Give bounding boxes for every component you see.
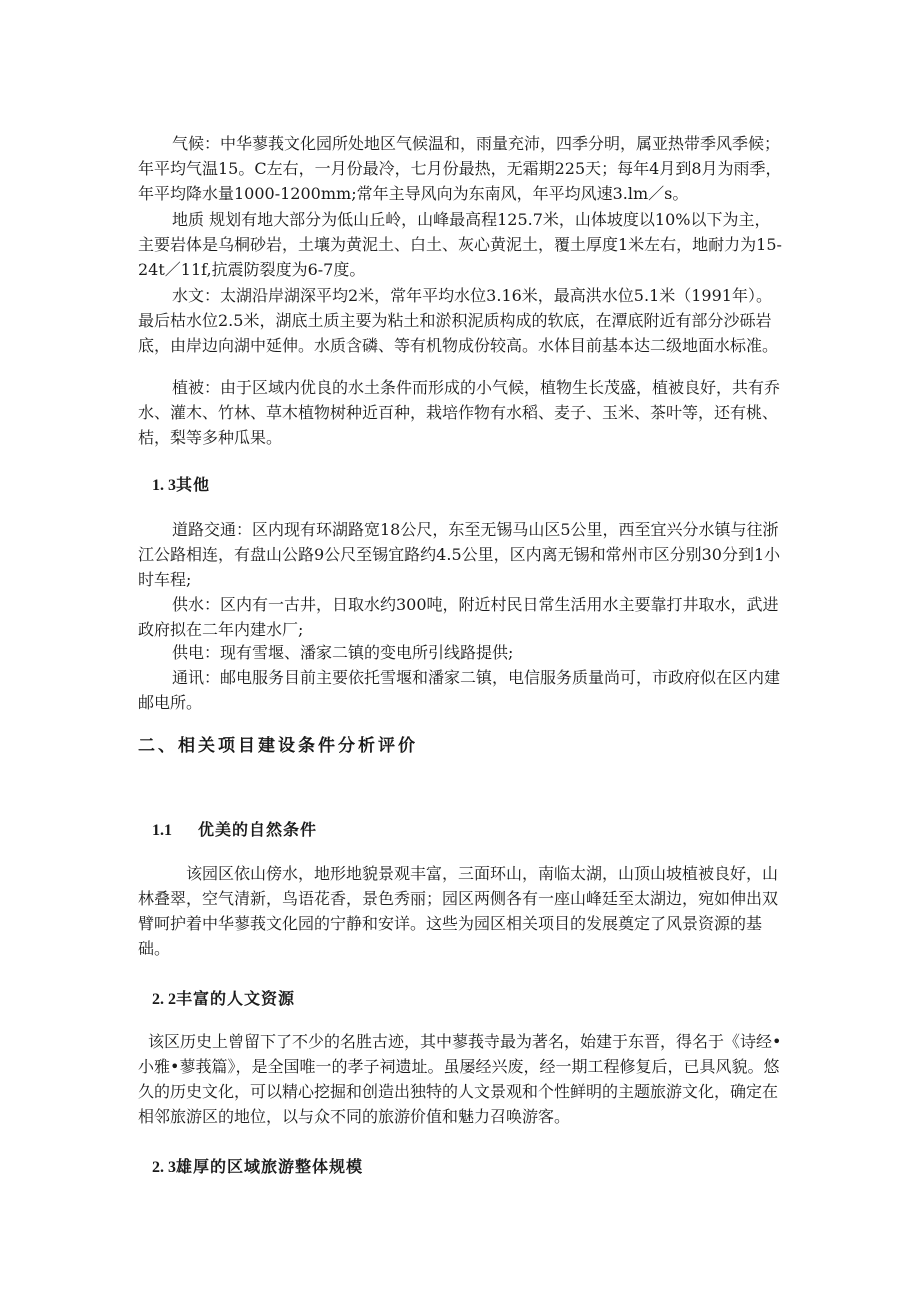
section-heading-2-3 [152, 1155, 363, 1180]
section-title: 其他 [176, 475, 211, 494]
section-number: 1. 3 [152, 477, 176, 494]
section-heading-1-3 [152, 473, 210, 498]
climate-paragraph: 气候：中华蓼莪文化园所处地区气候温和，雨量充沛，四季分明，属亚热带季风季候；年平均气温15。C左右，一月份最冷，七月份最热，无霜期225天；每年4月到8月为雨季，年平均降水量1000-1200mm;常年主导风向为东南风，年平均风速3.lm／s。 [138, 134, 782, 203]
part-two-title: 二、相关项目建设条件分析评价 [138, 736, 418, 756]
water-supply-paragraph: 供水：区内有一古井，日取水约300吨，附近村民日常生活用水主要靠打井取水，武进政府拟在二年内建水厂; [138, 595, 779, 639]
section-number: 1.1 [152, 822, 172, 839]
section-title: 丰富的人文资源 [176, 989, 296, 1008]
cultural-resources-paragraph: 该区历史上曾留下了不少的名胜古迹，其中蓼莪寺最为著名，始建于东晋，得名于《诗经•小雅•蓼莪篇》，是全国唯一的孝子祠遗址。虽屡经兴废，经一期工程修复后，已具风貌。悠久的历史文化，可以精心挖掘和创造出独特的人文景观和个性鲜明的主题旅游文化，确定在相邻旅游区的地位，以与众不同的旅游价值和魅力召唤游客。 [138, 1032, 782, 1126]
hydrology-paragraph: 水文：太湖沿岸湖深平均2米，常年平均水位3.16米，最高洪水位5.1米（1991年）。最后枯水位2.5米，湖底土质主要为粘土和淤积泥质构成的软底，在潭底附近有部分沙砾岩底，由岸边向湖中延伸。水质含磷、等有机物成份较高。水体目前基本达二级地面水标准。 [138, 286, 779, 355]
traffic-paragraph: 道路交通：区内现有环湖路宽18公尺，东至无锡马山区5公里，西至宜兴分水镇与往浙江公路相连，有盘山公路9公尺至锡宜路约4.5公里，区内离无锡和常州市区分别30分到1小时车程; [138, 520, 781, 589]
geology-paragraph: 地质 规划有地大部分为低山丘岭，山峰最高程125.7米，山体坡度以10%以下为主，主要岩体是乌桐砂岩，土壤为黄泥土、白土、灰心黄泥土，覆土厚度1米左右，地耐力为15-24t／11f,抗震防裂度为6-7度。 [138, 210, 782, 279]
section-title: 优美的自然条件 [198, 820, 318, 839]
vegetation-paragraph: 植被：由于区域内优良的水土条件而形成的小气候，植物生长茂盛，植被良好，共有乔水、灌木、竹林、草木植物树种近百种，栽培作物有水稻、麦子、玉米、茶叶等，还有桃、桔，梨等多种瓜果。 [138, 378, 781, 447]
section-title: 雄厚的区域旅游整体规模 [176, 1157, 364, 1176]
section-heading-2-2 [152, 987, 295, 1012]
section-number: 2. 2 [152, 991, 176, 1008]
power-paragraph: 供电：现有雪堰、潘家二镇的变电所引线路提供; [172, 643, 514, 662]
section-number: 2. 3 [152, 1159, 176, 1176]
section-heading-1-1 [152, 818, 317, 843]
telecom-paragraph: 通讯：邮电服务目前主要依托雪堰和潘家二镇，电信服务质量尚可，市政府似在区内建邮电所。 [138, 668, 781, 712]
natural-conditions-paragraph: 该园区依山傍水，地形地貌景观丰富，三面环山，南临太湖，山顶山坡植被良好，山林叠翠，空气清新，鸟语花香，景色秀丽；园区两侧各有一座山峰廷至太湖边，宛如伸出双臂呵护着中华蓼莪文化园的宁静和安详。这些为园区相关项目的发展奠定了风景资源的基础。 [138, 864, 779, 958]
